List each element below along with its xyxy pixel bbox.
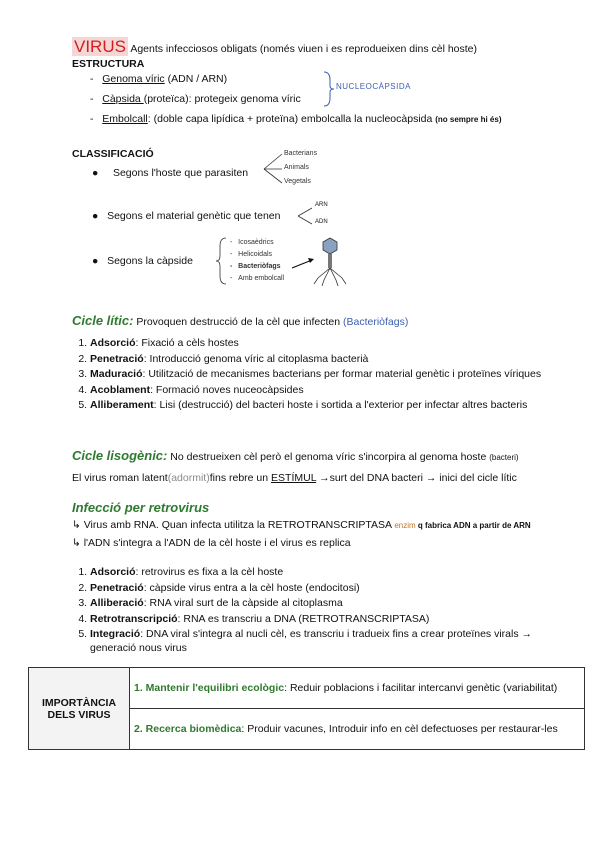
detail-text: →surt del DNA bacteri → inici del cicle lític: [316, 472, 517, 484]
nucleocapsida-label: NUCLEOCÀPSIDA: [336, 82, 411, 91]
step-term: Integració: [90, 628, 141, 640]
retro-orange: enzim: [394, 521, 416, 530]
list-item: [90, 337, 560, 351]
classificacio-text: Segons l'hoste que parasiten: [112, 167, 249, 179]
branch-label: Vegetals: [284, 178, 311, 185]
table-row: [29, 668, 585, 709]
cicle-litic-blue: (Bacteriòfags): [342, 316, 409, 328]
retrovirus-line2: ↳ l'ADN s'integra a l'ADN de la cèl hoste i el virus es replica: [72, 537, 351, 549]
cicle-lisogenic-desc: No destrueixen cèl però el genoma víric s'incorpira al genoma hoste: [167, 451, 490, 463]
retro-small: q fabrica ADN a partir de ARN: [415, 521, 531, 530]
list-item: [90, 399, 560, 413]
branch-text: Amb embolcall: [238, 275, 285, 282]
step-term: Penetració: [90, 581, 144, 594]
step-text: : Lisi (destrucció) del bacteri hoste i sortida a l'exterior per infectar altres bacteris: [153, 399, 528, 411]
brace-icon: [214, 236, 228, 286]
branch-text: Icosaèdrics: [238, 239, 274, 246]
step-text: : RNA viral surt de la càpside al citoplasma: [143, 597, 343, 609]
cicle-litic-desc: Provoquen destrucció de la cèl que infecten: [133, 316, 343, 328]
cicle-lisogenic-line: [72, 448, 519, 463]
classificacio-text: Segons la càpside: [107, 255, 193, 267]
list-item: [90, 368, 560, 382]
step-text: : Utilització de mecanismes bacterians per formar material genètic i proteïnes víriques: [142, 368, 542, 380]
branch-label: ADN: [315, 219, 328, 225]
branch-text: Helicoidals: [238, 251, 273, 258]
step-text: : retrovirus es fixa a la cèl hoste: [135, 566, 284, 578]
step-text: : DNA viral s'integra al nucli cèl, es transcriu i tradueix fins a crear proteïnes virals → generació nous virus: [90, 628, 533, 654]
branch-label: ARN: [315, 202, 328, 208]
classificacio-item: ● Segons la càpside: [92, 255, 193, 267]
step-term: Retrotranscripció: [90, 612, 178, 625]
step-term: Alliberament: [90, 399, 154, 411]
step-text: : Fixació a cèls hostes: [135, 337, 239, 349]
branch-lines-icon: [296, 204, 316, 228]
list-item: [90, 566, 560, 580]
row-text: : Produir vacunes, Introduir info en cèl defectuoses per restaurar-les: [241, 723, 558, 735]
classificacio-text: Segons el material genètic que tenen: [107, 210, 281, 222]
branch-label: - Helicoidals: [230, 251, 273, 258]
step-text: : RNA es transcriu a DNA (RETROTRANSCRIPTASA): [177, 612, 430, 625]
cicle-lisogenic-detail: [72, 472, 517, 484]
estructura-item: - Embolcall: (doble capa lipídica + proteïna) embolcalla la nucleocàpsida (no sempre hi és): [90, 113, 502, 125]
cicle-litic-line: [72, 313, 408, 328]
step-term: Adsorció: [90, 566, 136, 578]
detail-grey: (adormit): [167, 472, 210, 484]
cicle-lisogenic-heading: Cicle lisogènic:: [72, 448, 168, 463]
branch-label: - Bacteriòfags: [230, 263, 281, 270]
branch-label: - Icosaèdrics: [230, 239, 274, 246]
cicle-litic-steps: [72, 337, 560, 415]
step-text: : Formació noves nuceocàpsides: [150, 383, 304, 396]
retrovirus-line1: [72, 519, 531, 531]
branch-label: Bacterians: [284, 150, 318, 157]
row-text: : Reduir poblacions i facilitar intercanvi genètic (variabilitat): [284, 682, 558, 694]
estructura-text: (proteïca): protegeix genoma víric: [143, 93, 301, 105]
list-item: [90, 597, 560, 611]
step-term: Penetració: [90, 352, 144, 365]
list-item: [90, 384, 560, 398]
estructura-note: (no sempre hi és): [435, 115, 502, 124]
estructura-item: - Genoma víric (ADN / ARN): [90, 73, 228, 85]
step-term: Alliberació: [90, 597, 144, 609]
estructura-term: Càpsida: [102, 93, 144, 105]
branch-lines-icon: [262, 150, 286, 188]
page-subtitle: Agents infecciosos obligats (només viuen i es reprodueixen dins cèl hoste): [130, 43, 478, 55]
bacteriophage-icon: [292, 234, 362, 286]
list-item: [90, 613, 560, 627]
estructura-heading: ESTRUCTURA: [72, 58, 145, 70]
estructura-item: - Càpsida (proteïca): protegeix genoma víric: [90, 93, 301, 105]
retrovirus-steps: [72, 566, 560, 657]
retrovirus-heading: Infecció per retrovirus: [72, 500, 210, 515]
cicle-lisogenic-small: (bacteri): [489, 453, 519, 462]
step-text: : Introducció genoma víric al citoplasma bacterià: [143, 352, 369, 365]
row-term: 2. Recerca biomèdica: [134, 723, 242, 735]
estructura-term: Embolcall: [102, 113, 148, 125]
retro-text: ↳ Virus amb RNA. Quan infecta utilitza la RETROTRANSCRIPTASA: [72, 519, 395, 531]
table-cell: [130, 668, 585, 709]
importancia-table: [28, 667, 585, 750]
classificacio-heading: CLASSIFICACIÓ: [72, 148, 154, 160]
step-term: Adsorció: [90, 337, 136, 349]
detail-underline: ESTÍMUL: [271, 472, 317, 484]
detail-text: fins rebre un: [209, 472, 272, 484]
classificacio-item: ● Segons l'hoste que parasiten: [92, 167, 249, 179]
branch-label: Animals: [284, 164, 309, 171]
step-term: Acoblament: [90, 383, 151, 396]
list-item: [90, 628, 560, 655]
estructura-text: : (doble capa lipídica + proteïna) embolcalla la nucleocàpsida: [147, 113, 436, 125]
importancia-header: IMPORTÀNCIA DELS VIRUS: [29, 668, 130, 750]
table-cell: [130, 709, 585, 750]
classificacio-item: ● Segons el material genètic que tenen: [92, 210, 281, 222]
title-line: [72, 37, 477, 57]
row-term: 1. Mantenir l'equilibri ecològic: [134, 682, 285, 694]
step-term: Maduració: [90, 368, 143, 380]
cicle-litic-heading: Cicle lític:: [72, 313, 134, 328]
branch-label: - Amb embolcall: [230, 275, 285, 282]
step-text: : càpside virus entra a la cèl hoste (endocitosi): [143, 581, 360, 594]
detail-text: El virus roman latent: [72, 472, 168, 484]
estructura-term: Genoma víric: [102, 73, 165, 85]
page-title: VIRUS: [74, 37, 126, 56]
branch-text: Bacteriòfags: [238, 263, 281, 270]
list-item: [90, 582, 560, 596]
estructura-text: (ADN / ARN): [164, 73, 228, 85]
list-item: [90, 353, 560, 367]
